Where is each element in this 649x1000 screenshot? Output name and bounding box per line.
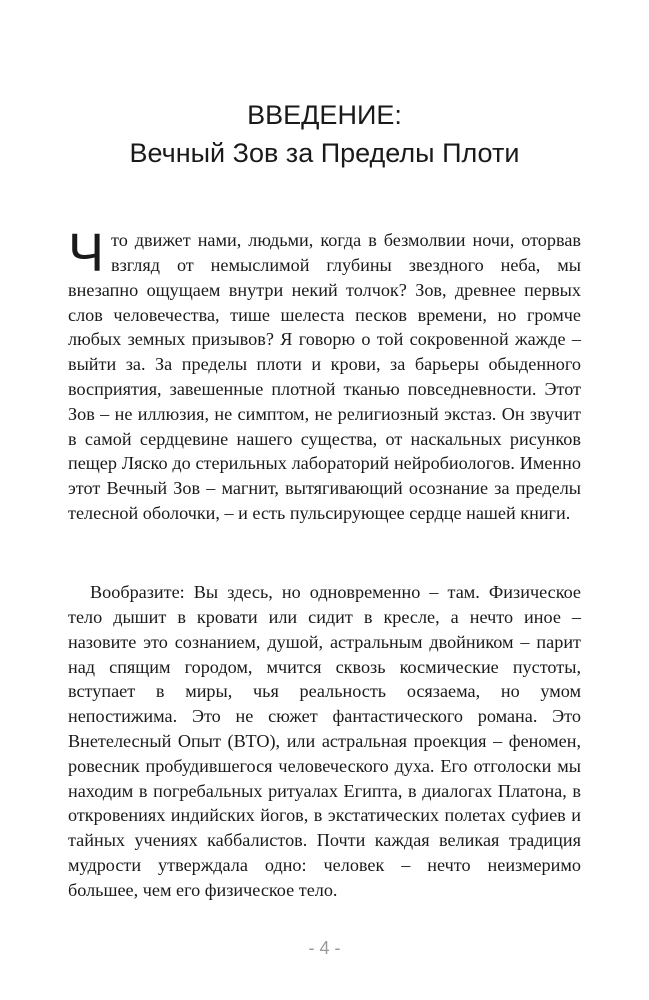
drop-cap-letter: Ч <box>68 223 104 284</box>
paragraph-2 <box>68 580 581 902</box>
paragraph-1 <box>68 223 581 526</box>
chapter-title-line2: Вечный Зов за Пределы Плоти <box>129 138 520 168</box>
paragraph-1-text: то движет нами, людьми, когда в безмолвии ночи, оторвав взгляд от немыслимой глубины звездного неба, мы внезапно ощущаем внутри некий толчок? Зов, древнее первых слов человечества, тише шелеста песков времени, но громче любых земных призывов? Я говорю о той сокровенной жажде – выйти за. За пределы плоти и крови, за барьеры обыденного восприятия, завешенные плотной тканью повседневности. Этот Зов – не иллюзия, не симптом, не религиозный экстаз. Он звучит в самой сердцевине нашего существа, от наскальных рисунков пещер Ляско до стерильных лабораторий нейробиологов. Именно этот Вечный Зов – магнит, вытягивающий осознание за пределы телесной оболочки, – и есть пульсирующее сердце нашей книги. <box>68 230 581 523</box>
chapter-title-line1: ВВЕДЕНИЕ: <box>247 100 402 130</box>
paragraph-2-text: Вообразите: Вы здесь, но одновременно – там. Физическое тело дышит в кровати или сидит в кресле, а нечто иное – назовите это сознанием, душой, астральным двойником – парит над спящим городом, мчится сквозь космические пустоты, вступает в миры, чья реальность осязаема, но умом непостижима. Это не сюжет фантастического романа. Это Внетелесный Опыт (ВТО), или астральная проекция – феномен, ровесник пробудившегося человеческого духа. Его отголоски мы находим в погребальных ритуалах Египта, в диалогах Платона, в откровениях индийских йогов, в экстатических полетах суфиев и тайных учениях каббалистов. Почти каждая великая традиция мудрости утверждала одно: человек – нечто неизмеримо большее, чем его физическое тело. <box>68 582 581 900</box>
page-number: - 4 - <box>308 938 341 958</box>
